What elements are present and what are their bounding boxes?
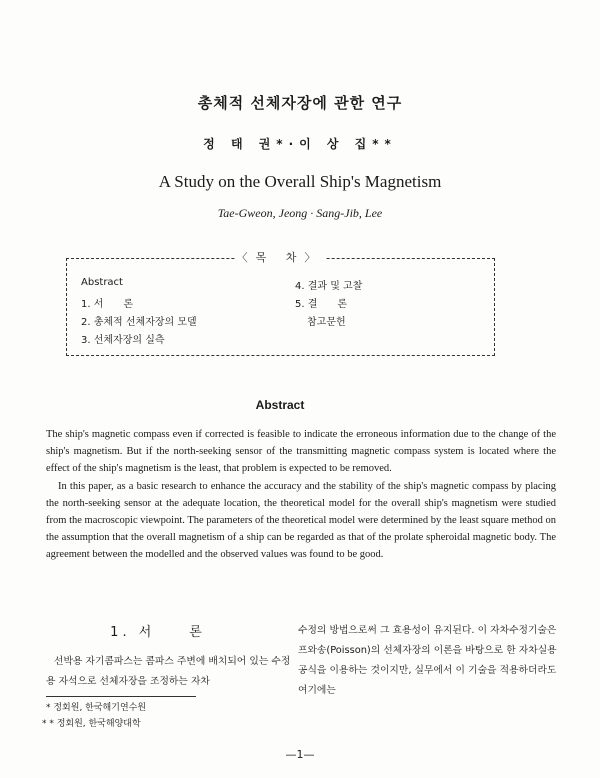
section-heading-introduction: 1. 서 론 (110, 625, 206, 640)
introduction-text-right: 수정의 방법으로써 그 효용성이 유지된다. 이 자차수정기술은 프와송(Poisson)의 선체자장의 이론을 바탕으로 한 자차실용공식을 이용하는 것이지만, 실무에서 이 기술을 적용하더라도 여기에는 (298, 625, 557, 696)
toc-item-results: 4. 결과 및 고찰 (295, 281, 363, 292)
paper-title-english: A Study on the Overall Ship's Magnetism (158, 172, 442, 191)
table-of-contents-box (66, 258, 495, 356)
abstract-paragraph-2: In this paper, as a basic research to enhance the accuracy and the stability of the ship's magnetic compass by placing the north-seeking sensor at the adequate location, the theoretical model for the overall ship's magnetism were studied from the macroscopic viewpoint. The parameters of the theoretical model were determined by the least square method on the assumption that the overall magnetism of a ship can be regarded as that of the prolate spheroidal magnetic body. The agreement between the modelled and the observed values was found to be good. (46, 480, 556, 561)
toc-item-conclusion: 5. 결 론 (295, 299, 348, 310)
abstract-body (46, 426, 556, 564)
authors-english: Tae-Gweon, Jeong · Sang-Jib, Lee (217, 206, 383, 220)
page-number: —1— (285, 748, 315, 761)
authors-korean: 정 태 권*·이 상 집** (203, 137, 397, 151)
abstract-heading: Abstract (255, 398, 305, 412)
toc-item-introduction: 1. 서 론 (81, 299, 134, 310)
toc-title: 〈목 차〉 (236, 251, 324, 264)
footnote-1: * 정회원, 한국해기연수원 (46, 703, 147, 713)
abstract-paragraph-1: The ship's magnetic compass even if corrected is feasible to indicate the erroneous information due to the change of the ship's magnetism. But if the north-seeking sensor of the transmitting magnetic compass system is located where the effect of the ship's magnetism is the least, that problem is expected to be removed. (46, 429, 556, 475)
introduction-text-left: 선박용 자기콤파스는 콤파스 주변에 배치되어 있는 수정용 자석으로 선체자장을 조정하는 자차 (46, 656, 291, 687)
toc-item-model: 2. 총체적 선체자장의 모델 (81, 317, 197, 328)
footnote-divider (46, 696, 196, 697)
toc-item-abstract: Abstract (81, 277, 123, 288)
toc-item-measurement: 3. 선체자장의 실측 (81, 335, 165, 346)
paper-title-korean: 총체적 선체자장에 관한 연구 (197, 94, 403, 112)
footnote-2: * * 정회원, 한국해양대학 (42, 719, 141, 729)
toc-item-references: 참고문헌 (307, 317, 346, 328)
